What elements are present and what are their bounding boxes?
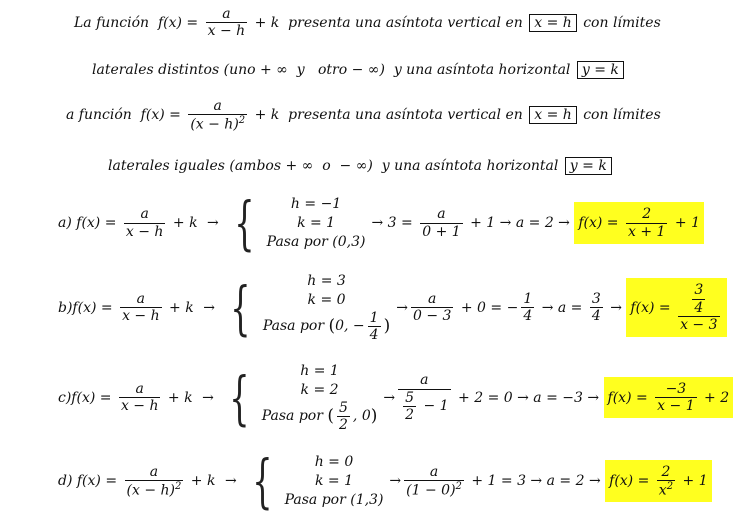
fraction: $\frac{a}{x - h}$ [125,206,164,240]
step: → 3 = [371,215,418,231]
arrow: → [203,299,215,316]
fraction: $\frac{a}{0 + 1}$ [422,206,461,240]
boxed-asymptote: y = k [577,61,624,79]
brace: { [229,363,250,432]
intro-text: + k presenta una asíntota vertical en [250,14,528,31]
fraction: $\frac{a}{(1 - 0)^2}$ [406,463,462,499]
result-highlight: f(x) = $\frac{-3}{x - 1}$ + 2 [604,377,734,418]
boxed-asymptote: x = h [529,14,577,32]
step: + 1 → a = 2 → [465,215,575,231]
intro-text: con límites [578,107,661,124]
term: + k [164,299,199,316]
fraction: $\frac{a}{(x - h)^2}$ [126,463,182,499]
fraction: $\frac{1}{4}$ [523,291,533,325]
fraction: $\frac{a}{x - h}$ [122,291,160,325]
lead: b)f(x) = [58,299,118,316]
fraction: $\frac{a}{x - h}$ [207,6,246,40]
intro-text: La función f(x) = [74,14,203,31]
brace: { [234,189,255,257]
intro-text: laterales distintos (uno + ∞ y otro − ∞) y una asíntota horizontal [92,62,575,78]
step: → [605,299,627,316]
exercise-c [58,362,733,433]
exercise-d [58,447,712,515]
exercise-a [58,189,704,257]
intro-text: a función f(x) = [66,107,186,124]
conditions: h = 0 k = 1 Pasa por (1,3) [284,453,384,508]
fraction: $\frac{3}{4}$ [591,291,601,325]
result-highlight: f(x) = $\frac{2}{x + 1}$ + 1 [574,202,704,243]
brace: { [230,273,251,342]
intro-line-1 [74,6,661,39]
boxed-asymptote: x = h [529,106,577,124]
exercise-b [58,272,727,343]
intro-line-2 [92,61,626,79]
arrow: → [224,473,237,489]
arrow: → [202,389,214,406]
result-highlight: f(x) = $\frac{\frac{3}{4}}{x - 3}$ [626,278,726,336]
fraction: $\frac{a}{x - h}$ [120,381,159,415]
step: + 1 = 3 → a = 2 → [466,473,606,489]
lead: c)f(x) = [58,389,116,406]
term: + k [163,389,198,406]
step: + 0 = − [456,299,519,316]
step: → a = [537,299,587,316]
intro-line-4 [108,157,614,175]
step: + 2 = 0 → a = −3 → [453,389,604,406]
conditions: h = 1 k = 2 Pasa por ( $\frac{5}{2}$ , 0 ) [261,363,378,434]
step: → [389,473,402,489]
step: → [396,299,408,316]
intro-line-3 [66,98,661,133]
term: + k [168,215,203,231]
fraction: $\frac{a}{(x - h)^2}$ [190,98,246,133]
step: → [383,389,396,406]
fraction: $\frac{a}{0 - 3}$ [412,291,452,325]
fraction: a $\frac{5}{2}$ − 1 [398,372,450,422]
lead: a) f(x) = [58,215,121,231]
conditions: h = 3 k = 0 Pasa por ( 0, − $\frac{1}{4}$ ) [262,273,391,344]
intro-text: con límites [578,14,661,31]
brace: { [251,447,273,515]
result-highlight: f(x) = $\frac{2}{x^2}$ + 1 [605,460,711,503]
lead: d) f(x) = [58,473,122,489]
intro-text: laterales iguales (ambos + ∞ o − ∞) y una asíntota horizontal [108,158,563,174]
intro-text: + k presenta una asíntota vertical en [250,107,528,124]
term: + k [186,473,220,489]
arrow: → [207,215,219,231]
boxed-asymptote: y = k [565,157,612,175]
conditions: h = −1 k = 1 Pasa por (0,3) [266,195,366,250]
